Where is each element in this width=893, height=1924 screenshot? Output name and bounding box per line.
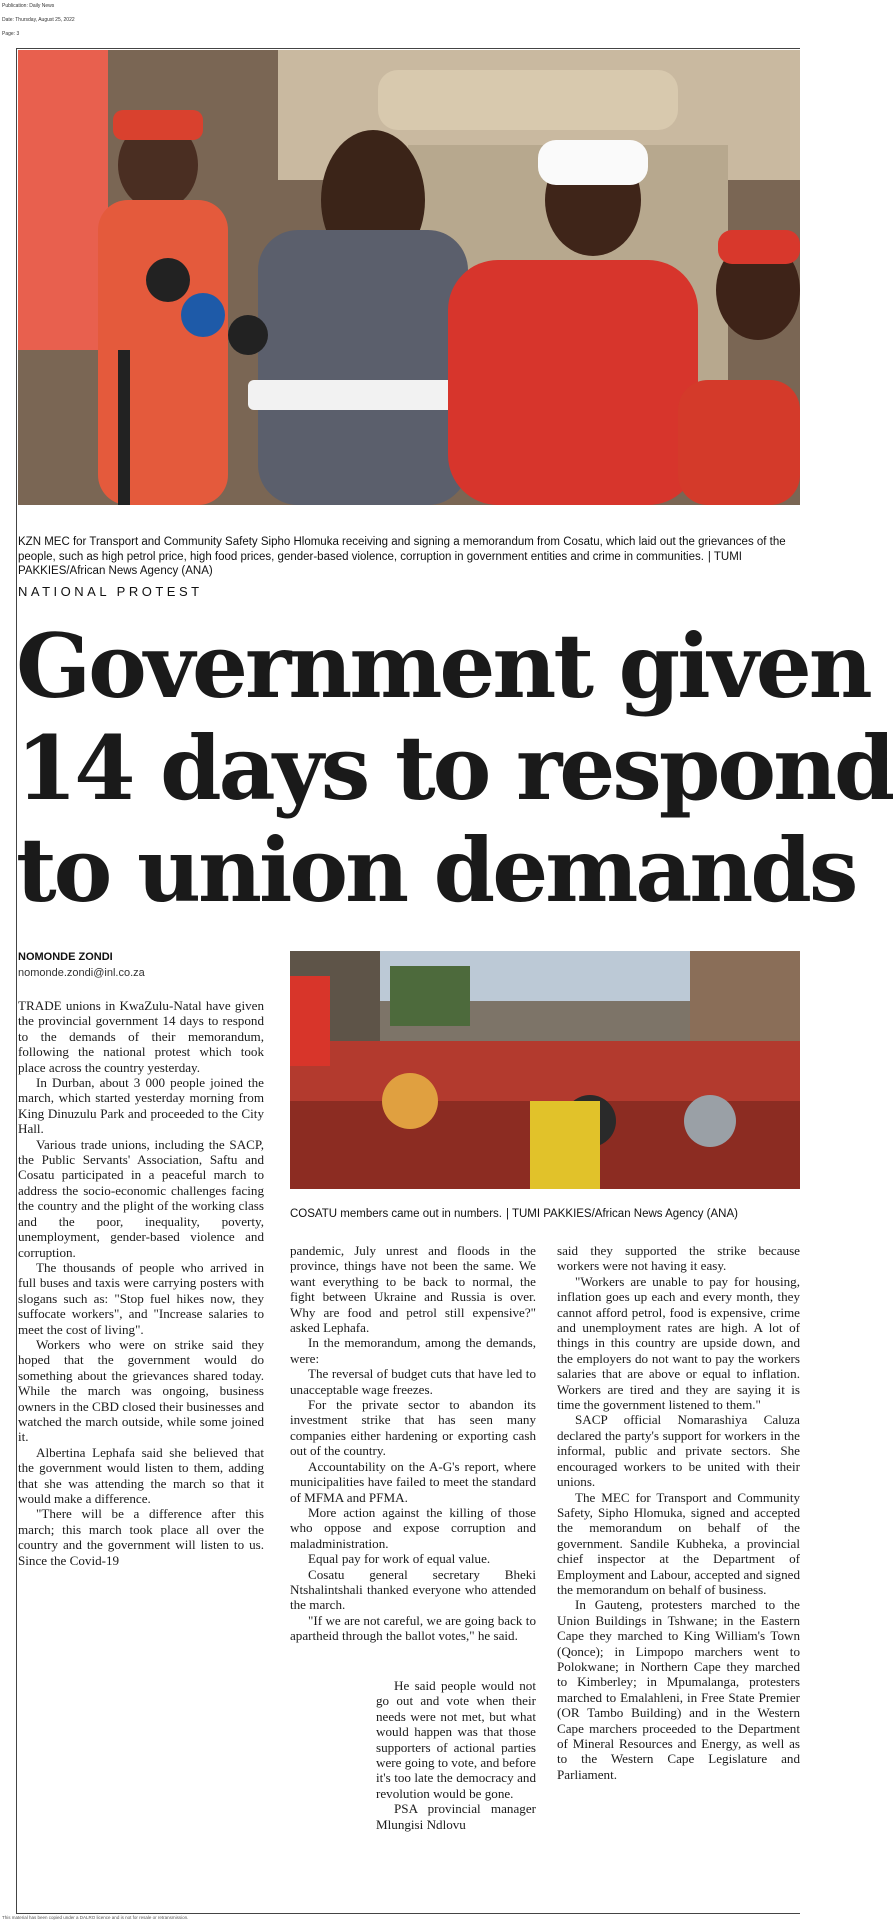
paragraph: Cosatu general secretary Bheki Ntshalintshali thanked everyone who attended the march. bbox=[290, 1566, 536, 1613]
paragraph: In Durban, about 3 000 people joined the march, which started yesterday morning from King Dinuzulu Park and proceeded to the City Hall. bbox=[18, 1075, 264, 1137]
caption-text: COSATU members came out in numbers. bbox=[290, 1208, 502, 1220]
section-kicker: NATIONAL PROTEST bbox=[18, 584, 203, 599]
author-email: nomonde.zondi@inl.co.za bbox=[18, 967, 145, 979]
headline-line-2: 14 days to respond bbox=[16, 716, 893, 820]
paragraph: The reversal of budget cuts that have led to unacceptable wage freezes. bbox=[290, 1366, 536, 1397]
body-column-3 bbox=[557, 1243, 800, 1782]
publication-label: Publication: Daily News bbox=[2, 3, 55, 9]
paragraph: "Workers are unable to pay for housing, inflation goes up each and every month, they cannot afford petrol, food is expensive, crime and unemployment rates are high. A lot of things in this country are upside down, and the employers do not want to pay the workers salaries that are above or equal to inflation. Workers are tired and they are saying it is time the government listened to them." bbox=[557, 1273, 800, 1413]
paragraph: said they supported the strike because workers were not having it easy. bbox=[557, 1243, 800, 1274]
copyright-note: This material has been copied under a DALRO licence and is not for resale or retransmission. bbox=[2, 1915, 189, 1920]
paragraph: In the memorandum, among the demands, were: bbox=[290, 1335, 536, 1366]
paragraph: Various trade unions, including the SACP, the Public Servants' Association, Saftu and Cosatu participated in a peaceful march to address the socio-economic challenges facing the country and the plight of the working class and the poor, inequality, poverty, unemployment, gender-based violence and corruption. bbox=[18, 1136, 264, 1260]
paragraph: pandemic, July unrest and floods in the province, things have not been the same. We want everything to be back to normal, the fight between Ukraine and Russia is over. Why are food and petrol still expensive?" asked Lephafa. bbox=[290, 1243, 536, 1336]
paragraph: The MEC for Transport and Community Safety, Sipho Hlomuka, signed and accepted the memorandum on behalf of the government. Sandile Kubheka, a provincial chief inspector at the Department of Employment and Labour, accepted and signed the memorandum on behalf of business. bbox=[557, 1489, 800, 1597]
page-label: Page: 3 bbox=[2, 31, 20, 37]
crowd-photo bbox=[290, 951, 800, 1189]
paragraph: For the private sector to abandon its investment strike that has seen many companies either hardening or exporting cash out of the country. bbox=[290, 1397, 536, 1459]
paragraph: Workers who were on strike said they hoped that the government would do something about the grievances shared today. While the march was ongoing, business owners in the CBD closed their businesses and watched the march outside, while some joined it. bbox=[18, 1336, 264, 1445]
paragraph: Albertina Lephafa said she believed that the government would listen to them, adding that she was attending the march so that it would make a difference. bbox=[18, 1444, 264, 1506]
photo-credit: | TUMI PAKKIES/African News Agency (ANA) bbox=[505, 1208, 738, 1220]
paragraph: PSA provincial manager Mlungisi Ndlovu bbox=[376, 1801, 536, 1832]
headline-line-1: Government given bbox=[16, 614, 870, 718]
photo-credit: | TUMI PAKKIES/African News Agency (ANA) bbox=[18, 550, 743, 577]
body-column-2 bbox=[290, 1243, 536, 1644]
paragraph: SACP official Nomarashiya Caluza declared the party's support for workers in the informal, public and private sectors. She encouraged workers to be united with their unions. bbox=[557, 1412, 800, 1490]
paragraph: TRADE unions in KwaZulu-Natal have given the provincial government 14 days to respond to the demands of their memorandum, following the national protest which took place across the country yesterday. bbox=[18, 998, 264, 1075]
paragraph: Equal pay for work of equal value. bbox=[308, 1551, 491, 1567]
top-photo-caption bbox=[18, 535, 798, 579]
paragraph: Accountability on the A-G's report, where municipalities have failed to meet the standard of MFMA and PFMA. bbox=[290, 1458, 536, 1505]
body-column-2-continued bbox=[376, 1678, 536, 1832]
date-label: Date: Thursday, August 25, 2022 bbox=[2, 17, 75, 23]
paragraph: The thousands of people who arrived in full buses and taxis were carrying posters with slogans such as: "Stop fuel hikes now, they suffocate workers", and "Increase salaries to meet the cost of living". bbox=[18, 1259, 264, 1337]
paragraph: "If we are not careful, we are going back to apartheid through the ballot votes," he said. bbox=[290, 1612, 536, 1644]
byline: NOMONDE ZONDI bbox=[18, 951, 113, 963]
caption-text: KZN MEC for Transport and Community Safety Sipho Hlomuka receiving and signing a memorandum from Cosatu, which laid out the grievances of the people, such as high petrol price, high food prices, gender-based violence, corruption in government entities and crime in communities. bbox=[18, 536, 786, 563]
paragraph: More action against the killing of those who oppose and expose corruption and maladministration. bbox=[290, 1504, 536, 1551]
crowd-photo-caption bbox=[290, 1207, 800, 1222]
paragraph: "There will be a difference after this march; this march took place all over the country and the government will listen to us. Since the Covid-19 bbox=[18, 1506, 264, 1568]
paragraph: In Gauteng, protesters marched to the Union Buildings in Tshwane; in the Eastern Cape they marched to King William's Town (Qonce); in Limpopo marchers went to Polokwane; in Northern Cape they marched to Kimberley; in Mpumalanga, protesters marched to Emalahleni, in Free State Premier (OR Tambo Building) and in the Western Cape marchers proceeded to the Department of Mineral Resources and Energy, as well as to the Western Cape Legislature and Parliament. bbox=[557, 1597, 800, 1782]
top-photo bbox=[18, 50, 800, 505]
paragraph: He said people would not go out and vote when their needs were not met, but what would happen was that those supporters of actional parties were going to vote, and before it's too late the democracy and revolution would be gone. bbox=[376, 1678, 536, 1801]
headline bbox=[16, 614, 893, 922]
headline-line-3: to union demands bbox=[16, 818, 856, 922]
body-column-1 bbox=[18, 998, 264, 1568]
